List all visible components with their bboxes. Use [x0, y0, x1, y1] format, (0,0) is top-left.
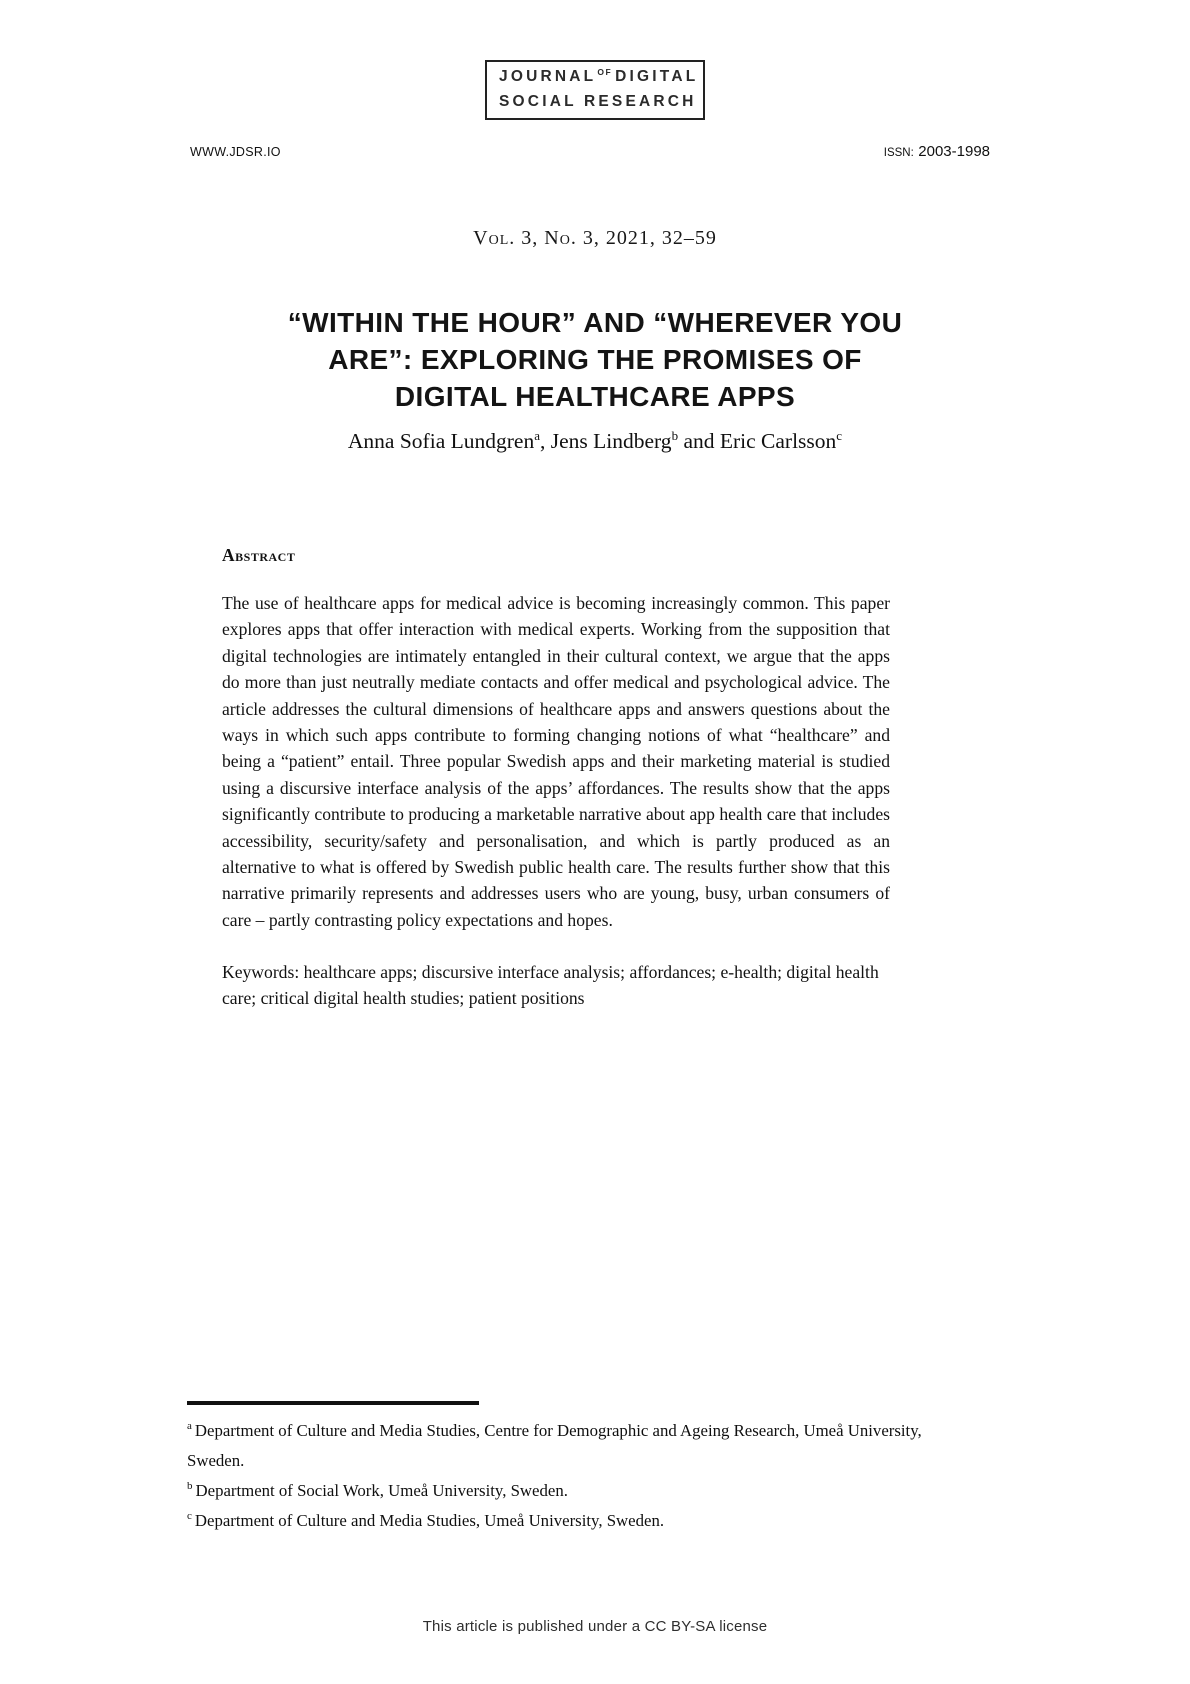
footnote-text: Department of Culture and Media Studies, Umeå University, Sweden.: [194, 1510, 665, 1530]
journal-logo: [485, 60, 705, 120]
author-affiliation-sup: c: [836, 428, 843, 443]
author-name: , Jens Lindberg: [539, 429, 672, 454]
footnote-a: [187, 1416, 935, 1476]
journal-website: WWW.JDSR.IO: [190, 145, 281, 159]
abstract-text: The use of healthcare apps for medical advice is becoming increasingly common. This paper explores apps that offer interaction with medical experts. Working from the supposition that digital technologies are intimately entangled in their cultural context, we argue that the apps do more than just neutrally mediate contacts and offer medical and psychological advice. The article addresses the cultural dimensions of healthcare apps and answers questions about the ways in which such apps contribute to forming changing notions of what “healthcare” and being a “patient” entail. Three popular Swedish apps and their marketing material is studied using a discursive interface analysis of the apps’ affordances. The results show that the apps significantly contribute to producing a marketable narrative about app health care that includes accessibility, security/safety and personalisation, and which is partly produced as an alternative to what is offered by Swedish public health care. The results further show that this narrative primarily represents and addresses users who are young, busy, urban consumers of care – partly contrasting policy expectations and hopes.: [222, 593, 890, 930]
logo-word-digital: DIGITAL: [615, 68, 699, 86]
issn-value: 2003-1998: [918, 143, 990, 160]
footnote-c: [187, 1506, 935, 1536]
authors-line: [0, 428, 1190, 454]
journal-logo-line1: [499, 65, 699, 90]
abstract-heading: Abstract: [222, 545, 296, 565]
footnote-b: [187, 1476, 935, 1506]
footnote-text: Department of Social Work, Umeå University, Sweden.: [195, 1480, 568, 1500]
author-name: and Eric Carlsson: [678, 429, 837, 454]
header-meta-row: [190, 143, 990, 161]
logo-word-of-superscript: OF: [597, 67, 613, 78]
author-affiliation-sup: a: [534, 428, 540, 443]
issn-label: ISSN:: [883, 147, 914, 159]
volume-issue-line: Vol. 3, No. 3, 2021, 32–59: [473, 227, 717, 249]
footnote-marker: b: [187, 1480, 193, 1493]
issn: [884, 143, 990, 161]
article-title: “WITHIN THE HOUR” AND “WHEREVER YOU ARE”: EXPLORING THE PROMISES OF DIGITAL HEALTHCARE APPS: [287, 307, 903, 412]
author-name: Anna Sofia Lundgren: [347, 429, 535, 454]
keywords-text: Keywords: healthcare apps; discursive interface analysis; affordances; e-health; digital health care; critical digital health studies; patient positions: [222, 962, 879, 1009]
footnote-marker: c: [187, 1510, 192, 1523]
footnotes-list: [187, 1416, 935, 1536]
abstract-section: [222, 545, 890, 1012]
footnote-separator-rule: [187, 1401, 479, 1405]
license-note: This article is published under a CC BY-SA license: [422, 1618, 768, 1635]
author-affiliation-sup: b: [671, 428, 679, 443]
journal-logo-line2: SOCIAL RESEARCH: [499, 93, 697, 110]
logo-word-journal: JOURNAL: [499, 68, 597, 86]
footnote-text: Department of Culture and Media Studies, Centre for Demographic and Ageing Research, Umeå University, Sweden.: [187, 1421, 922, 1470]
footnotes-section: [187, 1401, 935, 1536]
footnote-marker: a: [187, 1420, 192, 1433]
